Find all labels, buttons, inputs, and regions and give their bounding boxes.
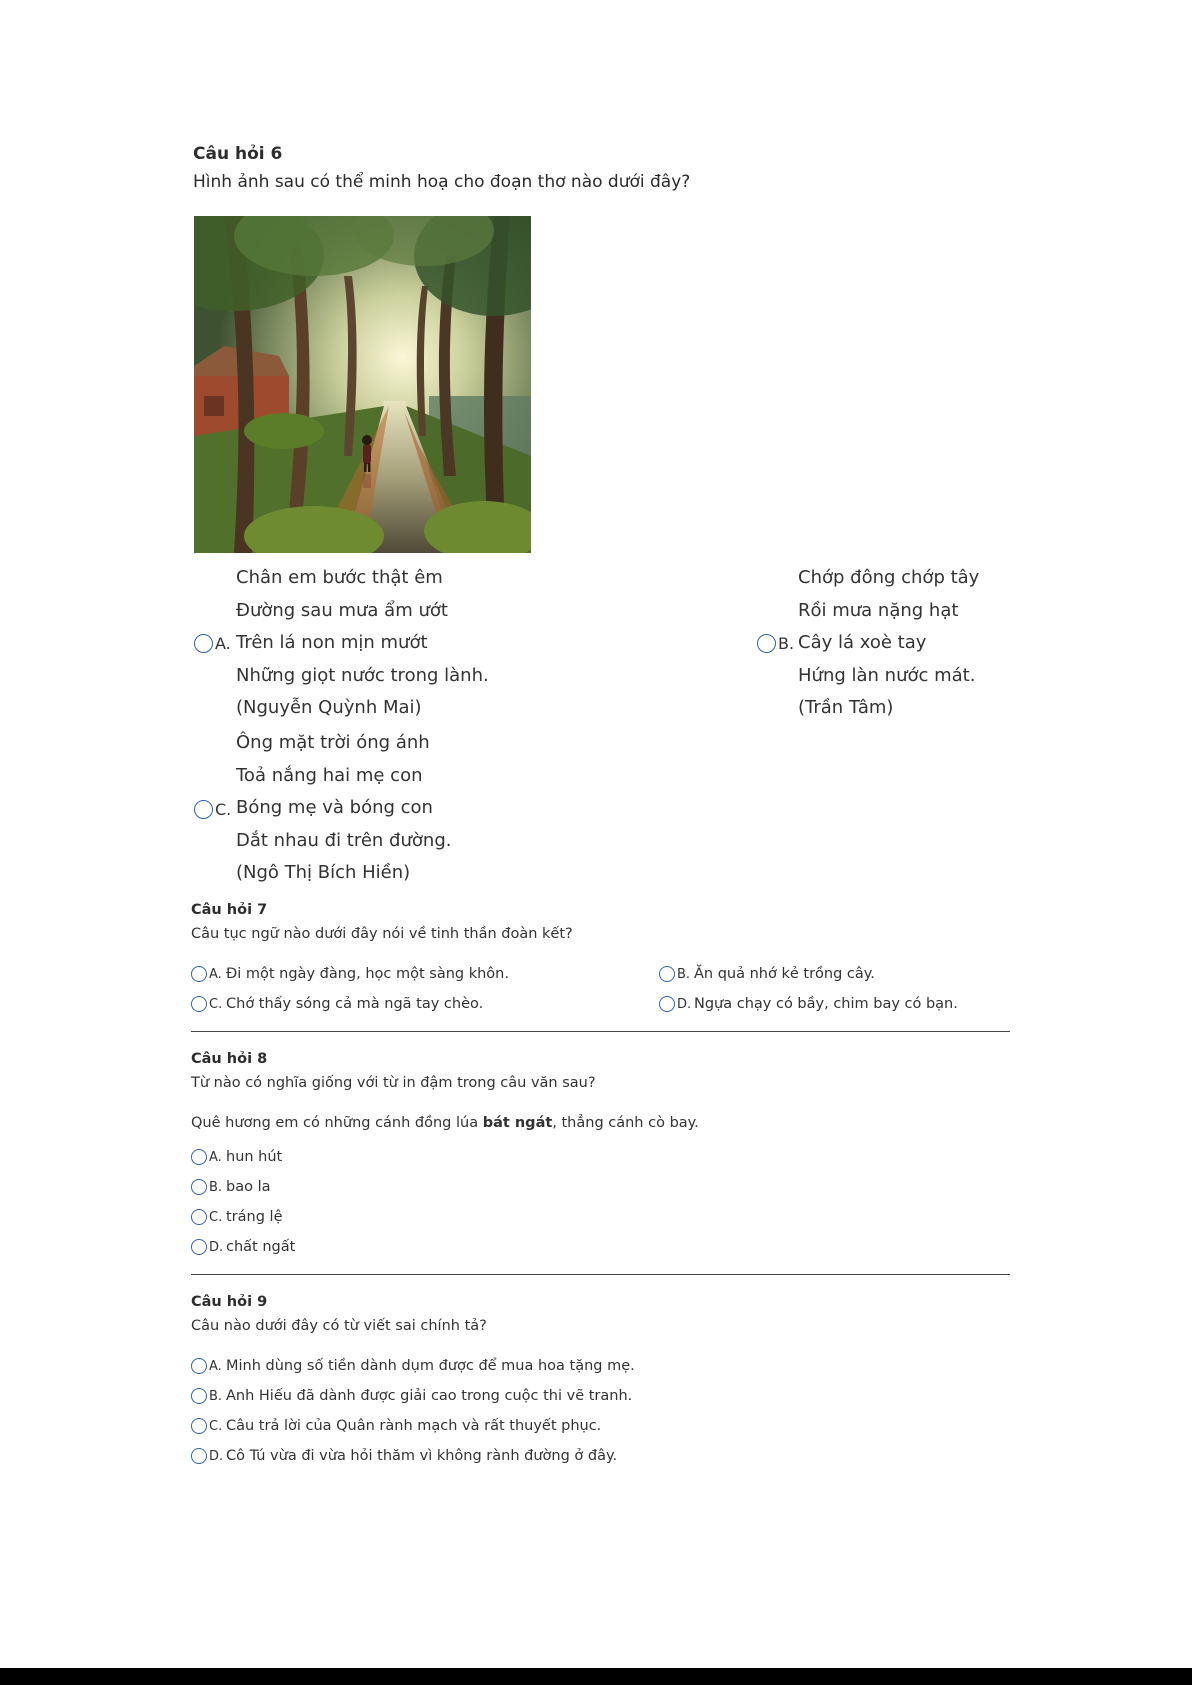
- q8-sentence-after: , thẳng cánh cò bay.: [552, 1115, 699, 1131]
- q9-option-a-text: Minh dùng số tiền dành dụm được để mua hoa tặng mẹ.: [226, 1358, 635, 1374]
- q6-option-a-line-4: Những giọt nước trong lành.: [236, 665, 489, 686]
- q7-option-b-radio[interactable]: [659, 966, 675, 982]
- q6-option-b-line-3: Cây lá xoè tay: [798, 632, 927, 653]
- q9-option-d-letter: D.: [209, 1449, 224, 1464]
- q6-option-c-author: (Ngô Thị Bích Hiền): [236, 862, 411, 883]
- q7-option-c-letter: C.: [209, 997, 223, 1012]
- q7-option-c-text: Chớ thấy sóng cả mà ngã tay chèo.: [226, 996, 484, 1012]
- q8-option-a-radio[interactable]: [191, 1149, 207, 1165]
- q8-sentence: [191, 1115, 699, 1131]
- q7-option-a-letter: A.: [209, 967, 222, 982]
- q9-option-c-letter: C.: [209, 1419, 223, 1434]
- q9-option-c-radio[interactable]: [191, 1418, 207, 1434]
- q7-option-d-letter: D.: [677, 997, 692, 1012]
- q8-option-b-letter: B.: [209, 1180, 223, 1195]
- q9-option-c-text: Câu trả lời của Quân rành mạch và rất thuyết phục.: [226, 1418, 602, 1434]
- q6-option-b-line-2: Rồi mưa nặng hạt: [798, 600, 959, 621]
- q6-title: Câu hỏi 6: [193, 144, 283, 164]
- q6-option-c-line-3: Bóng mẹ và bóng con: [236, 797, 433, 818]
- q8-option-c-text: tráng lệ: [226, 1209, 283, 1225]
- q7-option-a-radio[interactable]: [191, 966, 207, 982]
- q6-question: Hình ảnh sau có thể minh hoạ cho đoạn thơ nào dưới đây?: [193, 172, 691, 192]
- q8-option-c-letter: C.: [209, 1210, 223, 1225]
- q9-title: Câu hỏi 9: [191, 1294, 268, 1310]
- q8-option-d-radio[interactable]: [191, 1239, 207, 1255]
- q6-option-a-line-2: Đường sau mưa ẩm ướt: [236, 600, 448, 621]
- q8-sentence-before: Quê hương em có những cánh đồng lúa: [191, 1115, 483, 1131]
- divider: [191, 1031, 1010, 1032]
- q6-option-a-author: (Nguyễn Quỳnh Mai): [236, 697, 422, 718]
- q9-option-a-radio[interactable]: [191, 1358, 207, 1374]
- q7-question: Câu tục ngữ nào dưới đây nói về tinh thần đoàn kết?: [191, 926, 573, 942]
- q6-option-b-line-1: Chớp đông chớp tây: [798, 567, 980, 588]
- q7-option-d-radio[interactable]: [659, 996, 675, 1012]
- q6-option-b-author: (Trần Tâm): [798, 697, 894, 718]
- q9-question: Câu nào dưới đây có từ viết sai chính tả?: [191, 1318, 487, 1334]
- q9-option-d-radio[interactable]: [191, 1448, 207, 1464]
- q8-option-b-radio[interactable]: [191, 1179, 207, 1195]
- q6-option-c-line-1: Ông mặt trời óng ánh: [236, 732, 430, 753]
- q8-option-d-text: chất ngất: [226, 1239, 296, 1255]
- q6-option-c-line-2: Toả nắng hai mẹ con: [236, 765, 423, 786]
- rainy-road-illustration: [194, 216, 531, 553]
- q6-option-c-radio[interactable]: [194, 800, 213, 819]
- q6-option-a-radio[interactable]: [194, 634, 213, 653]
- q6-option-c-letter: C.: [215, 800, 232, 819]
- q8-option-c-radio[interactable]: [191, 1209, 207, 1225]
- q8-option-d-letter: D.: [209, 1240, 224, 1255]
- q8-title: Câu hỏi 8: [191, 1051, 268, 1067]
- q6-option-a-letter: A.: [215, 634, 231, 653]
- q8-option-a-letter: A.: [209, 1150, 222, 1165]
- q7-option-b-letter: B.: [677, 967, 691, 982]
- q7-option-d-text: Ngựa chạy có bầy, chim bay có bạn.: [694, 996, 958, 1012]
- q7-option-c-radio[interactable]: [191, 996, 207, 1012]
- q6-option-b-line-4: Hứng làn nước mát.: [798, 665, 976, 686]
- q7-option-b-text: Ăn quả nhớ kẻ trồng cây.: [694, 966, 875, 982]
- q9-option-a-letter: A.: [209, 1359, 222, 1374]
- q8-question: Từ nào có nghĩa giống với từ in đậm trong câu văn sau?: [191, 1075, 596, 1091]
- q6-option-a-line-3: Trên lá non mịn mướt: [236, 632, 428, 653]
- q9-option-b-radio[interactable]: [191, 1388, 207, 1404]
- divider: [191, 1274, 1010, 1275]
- q6-option-c-line-4: Dắt nhau đi trên đường.: [236, 830, 452, 851]
- q7-title: Câu hỏi 7: [191, 902, 268, 918]
- q8-option-b-text: bao la: [226, 1179, 271, 1195]
- q7-option-a-text: Đi một ngày đàng, học một sàng khôn.: [226, 966, 509, 982]
- q9-option-b-text: Anh Hiếu đã dành được giải cao trong cuộc thi vẽ tranh.: [226, 1388, 633, 1404]
- q8-option-a-text: hun hút: [226, 1149, 283, 1165]
- q9-option-b-letter: B.: [209, 1389, 223, 1404]
- page-bottom-bar: [0, 1668, 1192, 1685]
- q9-option-d-text: Cô Tú vừa đi vừa hỏi thăm vì không rành đường ở đây.: [226, 1448, 618, 1464]
- q6-option-b-radio[interactable]: [757, 634, 776, 653]
- q8-bold-word: bát ngát: [482, 1115, 553, 1131]
- q6-option-b-letter: B.: [778, 634, 795, 653]
- q6-option-a-line-1: Chân em bước thật êm: [236, 567, 443, 588]
